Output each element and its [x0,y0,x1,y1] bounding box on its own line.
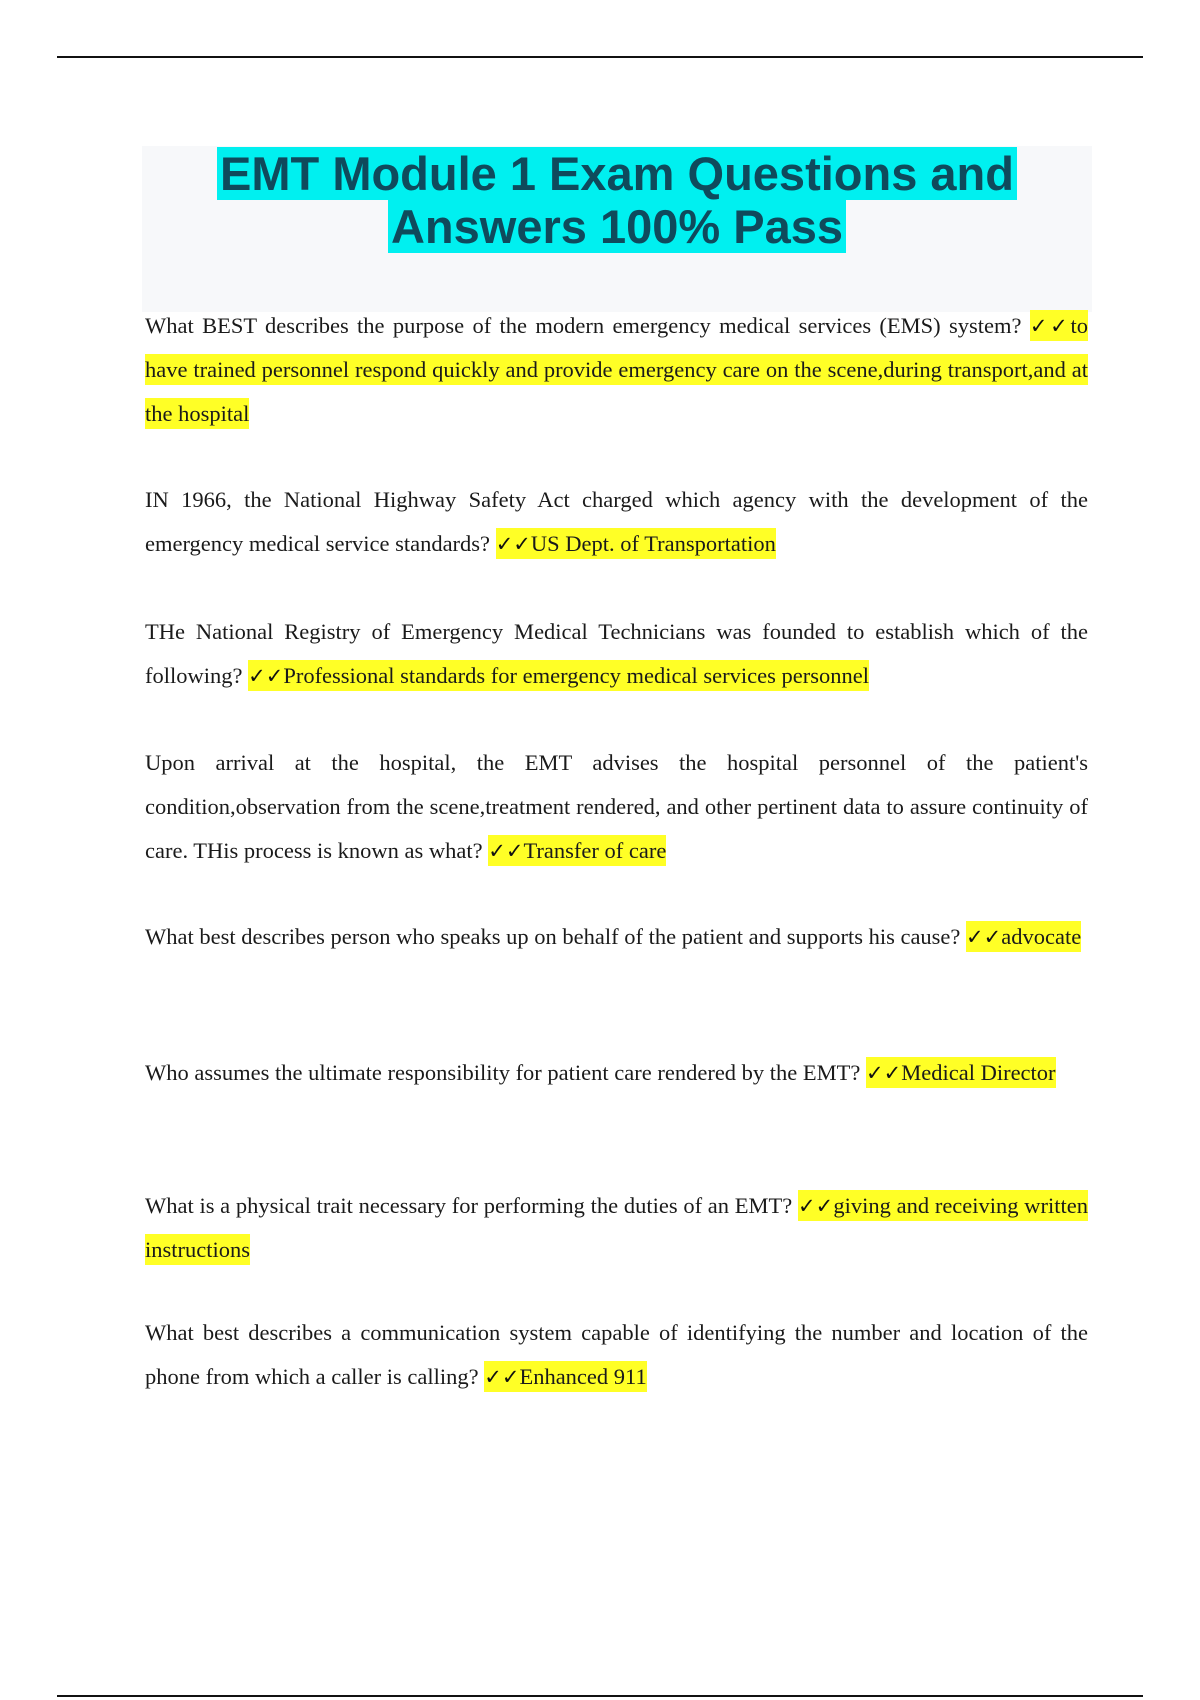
question-text: IN 1966, the National Highway Safety Act charged which agency with the development of the emergency medical service standards? [145,487,1088,556]
question-text: What best describes a communication system capable of identifying the number and location of the phone from which a caller is calling? [145,1320,1088,1389]
answer-highlight [966,921,1081,952]
answer-text: giving and receiving written instructions [145,1193,1088,1262]
question-text: What best describes person who speaks up on behalf of the patient and supports his cause? [145,924,961,949]
title-block [142,146,1092,312]
qa-item-6 [145,1051,1088,1095]
double-check-icon: ✓✓ [966,925,1002,949]
answer-text: advocate [1001,924,1082,949]
answer-text: US Dept. of Transportation [530,531,776,556]
document-title-line-2: Answers 100% Pass [388,200,846,253]
double-check-icon: ✓✓ [866,1061,902,1085]
question-text: THe National Registry of Emergency Medical Technicians was founded to establish which of the following? [145,619,1088,688]
answer-text: Medical Director [901,1060,1056,1085]
double-check-icon: ✓✓ [248,664,284,688]
answer-highlight [866,1057,1056,1088]
double-check-icon: ✓✓ [484,1365,520,1389]
document-title-line-1: EMT Module 1 Exam Questions and [217,147,1017,200]
question-text: Who assumes the ultimate responsibility for patient care rendered by the EMT? [145,1060,861,1085]
question-text: What BEST describes the purpose of the modern emergency medical services (EMS) system? [145,313,1022,338]
qa-item-4 [145,741,1088,873]
double-check-icon: ✓✓ [1029,314,1071,338]
bottom-rule [57,1695,1143,1697]
qa-item-1 [145,304,1088,436]
qa-item-8 [145,1311,1088,1399]
answer-highlight [488,835,666,866]
double-check-icon: ✓✓ [488,839,524,863]
answer-highlight [248,660,869,691]
answer-highlight [484,1361,646,1392]
qa-item-3 [145,610,1088,698]
answer-text: Transfer of care [523,838,667,863]
double-check-icon: ✓✓ [797,1194,834,1218]
answer-text: Professional standards for emergency medical services personnel [283,663,869,688]
qa-item-5 [145,915,1088,959]
qa-item-7 [145,1184,1088,1272]
question-text: Upon arrival at the hospital, the EMT advises the hospital personnel of the patient's condition,observation from the scene,treatment rendered, and other pertinent data to assure continuity of care. THis process is known as what? [145,750,1088,863]
answer-text: to have trained personnel respond quickly and provide emergency care on the scene,during transport,and at the hospital [145,313,1088,426]
double-check-icon: ✓✓ [495,532,531,556]
answer-text: Enhanced 911 [519,1364,647,1389]
answer-highlight [496,528,776,559]
top-rule [57,56,1143,58]
qa-item-2 [145,478,1088,566]
question-text: What is a physical trait necessary for performing the duties of an EMT? [145,1193,793,1218]
